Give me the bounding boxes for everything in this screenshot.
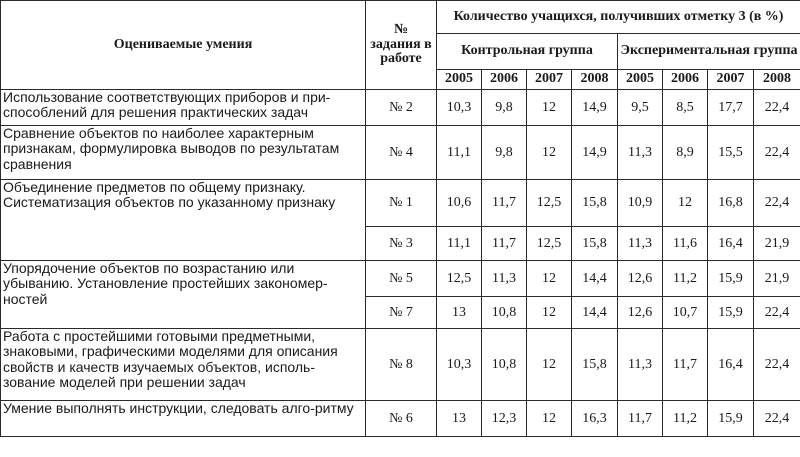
value-cell: 11,1	[437, 126, 482, 180]
value-cell: 15,9	[708, 297, 754, 329]
table-row	[1, 180, 800, 227]
table-row	[1, 90, 800, 126]
value-cell: 22,4	[754, 297, 800, 329]
task-cell: № 6	[366, 401, 437, 437]
task-cell: № 4	[366, 126, 437, 180]
skill-cell: Умение выполнять инструкции, следовать алго-ритму	[1, 401, 366, 437]
header-experimental-group: Экспериментальная группа	[618, 34, 800, 70]
value-cell: 22,4	[754, 180, 800, 227]
value-cell: 12	[527, 261, 572, 297]
value-cell: 22,4	[754, 90, 800, 126]
value-cell: 22,4	[754, 329, 800, 401]
year-header: 2006	[663, 70, 708, 90]
value-cell: 11,3	[618, 329, 663, 401]
value-cell: 12	[663, 180, 708, 227]
value-cell: 12	[527, 297, 572, 329]
value-cell: 11,7	[482, 227, 527, 261]
value-cell: 12	[527, 126, 572, 180]
skill-cell: Сравнение объектов по наиболее характерным признакам, формулировка выводов по результатам сравнения	[1, 126, 366, 180]
value-cell: 11,7	[618, 401, 663, 437]
skill-cell: Упорядочение объектов по возрастанию или убыванию. Установление простейших закономер-ностей	[1, 261, 366, 329]
value-cell: 15,8	[572, 227, 618, 261]
value-cell: 9,5	[618, 90, 663, 126]
value-cell: 22,4	[754, 401, 800, 437]
value-cell: 15,9	[708, 261, 754, 297]
skill-cell: Работа с простейшими готовыми предметными, знаковыми, графическими моделями для описания свойств и качеств изучаемых объектов, исполь-зование моделей при решении задач	[1, 329, 366, 401]
value-cell: 10,9	[618, 180, 663, 227]
value-cell: 10,7	[663, 297, 708, 329]
value-cell: 9,8	[482, 90, 527, 126]
value-cell: 14,9	[572, 126, 618, 180]
value-cell: 11,7	[663, 329, 708, 401]
table-row	[1, 126, 800, 180]
value-cell: 12,6	[618, 297, 663, 329]
value-cell: 16,8	[708, 180, 754, 227]
skill-cell: Объединение предметов по общему признаку. Систематизация объектов по указанному признаку	[1, 180, 366, 261]
value-cell: 10,3	[437, 90, 482, 126]
table-row	[1, 261, 800, 297]
value-cell: 21,9	[754, 227, 800, 261]
task-cell: № 3	[366, 227, 437, 261]
value-cell: 10,6	[437, 180, 482, 227]
header-control-group: Контрольная группа	[437, 34, 618, 70]
year-header: 2005	[437, 70, 482, 90]
year-header: 2005	[618, 70, 663, 90]
value-cell: 12,5	[527, 227, 572, 261]
value-cell: 16,3	[572, 401, 618, 437]
task-cell: № 5	[366, 261, 437, 297]
table-row	[1, 401, 800, 437]
year-header: 2008	[754, 70, 800, 90]
value-cell: 11,7	[482, 180, 527, 227]
value-cell: 12,5	[527, 180, 572, 227]
year-header: 2007	[527, 70, 572, 90]
header-count: Количество учащихся, получивших отметку 3 (в %)	[437, 1, 800, 34]
value-cell: 11,3	[482, 261, 527, 297]
task-cell: № 1	[366, 180, 437, 227]
value-cell: 16,4	[708, 227, 754, 261]
value-cell: 10,8	[482, 297, 527, 329]
value-cell: 14,4	[572, 297, 618, 329]
value-cell: 14,4	[572, 261, 618, 297]
value-cell: 15,8	[572, 180, 618, 227]
value-cell: 15,9	[708, 401, 754, 437]
value-cell: 8,5	[663, 90, 708, 126]
value-cell: 11,2	[663, 401, 708, 437]
header-skill: Оцениваемые умения	[1, 1, 366, 90]
value-cell: 12,3	[482, 401, 527, 437]
value-cell: 9,8	[482, 126, 527, 180]
value-cell: 12,5	[437, 261, 482, 297]
value-cell: 15,5	[708, 126, 754, 180]
year-header: 2006	[482, 70, 527, 90]
value-cell: 15,8	[572, 329, 618, 401]
value-cell: 11,3	[618, 126, 663, 180]
year-header: 2007	[708, 70, 754, 90]
value-cell: 11,2	[663, 261, 708, 297]
value-cell: 16,4	[708, 329, 754, 401]
task-cell: № 2	[366, 90, 437, 126]
value-cell: 10,3	[437, 329, 482, 401]
value-cell: 13	[437, 401, 482, 437]
header-task: № задания в работе	[366, 1, 437, 90]
task-cell: № 7	[366, 297, 437, 329]
value-cell: 12	[527, 90, 572, 126]
table-row	[1, 329, 800, 401]
skill-cell: Использование соответствующих приборов и при-способлений для решения практических задач	[1, 90, 366, 126]
value-cell: 10,8	[482, 329, 527, 401]
value-cell: 22,4	[754, 126, 800, 180]
value-cell: 11,6	[663, 227, 708, 261]
value-cell: 11,1	[437, 227, 482, 261]
value-cell: 11,3	[618, 227, 663, 261]
value-cell: 12	[527, 401, 572, 437]
value-cell: 8,9	[663, 126, 708, 180]
value-cell: 17,7	[708, 90, 754, 126]
value-cell: 12,6	[618, 261, 663, 297]
value-cell: 14,9	[572, 90, 618, 126]
value-cell: 12	[527, 329, 572, 401]
value-cell: 13	[437, 297, 482, 329]
task-cell: № 8	[366, 329, 437, 401]
value-cell: 21,9	[754, 261, 800, 297]
year-header: 2008	[572, 70, 618, 90]
